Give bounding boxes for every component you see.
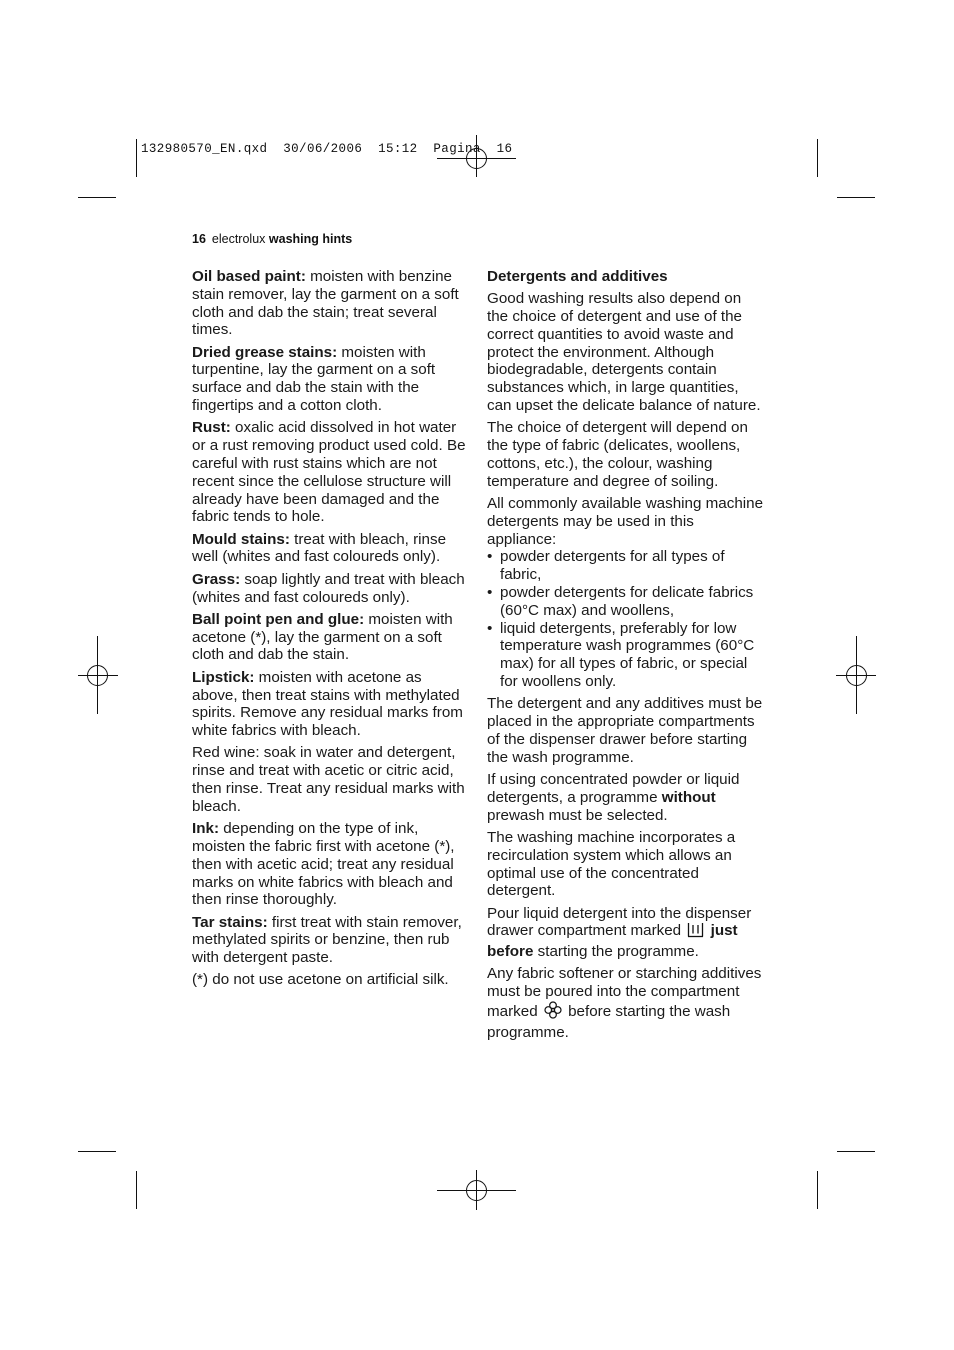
stain-label: Mould stains: bbox=[192, 530, 290, 548]
stain-dried-grease bbox=[192, 344, 466, 415]
list-item: • powder detergents for all types of fabric, bbox=[487, 548, 765, 584]
acetone-footnote: (*) do not use acetone on artificial silk. bbox=[192, 971, 449, 989]
paragraph-liquid-detergent bbox=[487, 905, 765, 961]
crop-mark-bottom-right bbox=[818, 1152, 876, 1210]
paragraph-compartments: The detergent and any additives must be placed in the appropriate compartments of the dispenser drawer before starting the wash programme. bbox=[487, 695, 763, 766]
stain-text: treat with bleach, rinse well (whites and fast coloureds only). bbox=[192, 530, 447, 566]
stain-label: Grass: bbox=[192, 570, 241, 588]
stain-removal-column bbox=[192, 268, 466, 994]
stain-label: Lipstick: bbox=[192, 668, 255, 686]
main-wash-compartment-icon bbox=[687, 922, 704, 943]
text-run: before starting the wash programme. bbox=[487, 1003, 731, 1041]
paragraph-available: All commonly available washing machine detergents may be used in this appliance: bbox=[487, 495, 764, 548]
paragraph-softener bbox=[487, 965, 765, 1041]
stain-label: Rust: bbox=[192, 419, 231, 437]
detergents-column bbox=[487, 268, 765, 1046]
stain-oil-paint bbox=[192, 268, 466, 339]
stain-text: moisten with acetone as above, then treat stains with methylated spirits. Remove any residual marks from white fabrics with bleach. bbox=[192, 668, 463, 740]
stain-text: soap lightly and treat with bleach (whites and fast coloureds only). bbox=[192, 570, 465, 606]
slug-time: 15:12 bbox=[378, 142, 418, 156]
crop-mark-top-left bbox=[78, 139, 137, 198]
crop-mark-top-right bbox=[818, 139, 876, 198]
stain-label: Oil based paint: bbox=[192, 268, 306, 285]
stain-text: moisten with benzine stain remover, lay the garment on a soft cloth and dab the stain; treat several times. bbox=[192, 268, 459, 339]
stain-tar bbox=[192, 914, 466, 967]
stain-text: depending on the type of ink, moisten the fabric first with acetone (*), then with acetic acid; treat any residual marks on white fabrics with bleach and then rinse thoroughly. bbox=[192, 820, 455, 909]
text-run: prewash must be selected. bbox=[487, 806, 668, 824]
stain-grass bbox=[192, 571, 466, 607]
registration-mark-left bbox=[78, 636, 118, 714]
text-run: Pour liquid detergent into the dispenser drawer compartment marked bbox=[487, 904, 752, 940]
stain-ball-point-pen bbox=[192, 611, 466, 664]
slug-page-num: 16 bbox=[496, 142, 513, 156]
stain-text: moisten with acetone (*), lay the garment on a soft cloth and dab the stain. bbox=[192, 610, 453, 664]
stain-label: Ink: bbox=[192, 820, 220, 838]
slug-page-word: Pagina bbox=[433, 142, 481, 156]
paragraph-recirculation: The washing machine incorporates a recirculation system which allows an optimal use of the concentrated detergent. bbox=[487, 828, 736, 900]
section-title: washing hints bbox=[268, 232, 353, 246]
running-head bbox=[192, 232, 352, 246]
stain-text: first treat with stain remover, methylated spirits or benzine, then rub with detergent paste. bbox=[192, 913, 462, 967]
stain-text: moisten with turpentine, lay the garment on a soft surface and dab the stain with the fingertips and a cotton cloth. bbox=[192, 343, 436, 415]
stain-mould bbox=[192, 531, 466, 567]
stain-rust bbox=[192, 419, 466, 526]
text-run: Any fabric softener or starching additives must be poured into the compartment marked bbox=[487, 965, 762, 1021]
registration-mark-right bbox=[836, 636, 876, 714]
stain-text: oxalic acid dissolved in hot water or a rust removing product used cold. Be careful with rust stains which are not recent since the cellulose structure will already have been damaged and the fabric tends to hole. bbox=[192, 419, 466, 526]
slug-file: 132980570_EN.qxd bbox=[141, 142, 268, 156]
text-run: starting the programme. bbox=[533, 943, 699, 961]
section-heading: Detergents and additives bbox=[487, 268, 668, 285]
detergent-list bbox=[487, 548, 765, 690]
registration-mark-bottom bbox=[437, 1170, 516, 1210]
list-item: • powder detergents for delicate fabrics (60°C max) and woollens, bbox=[487, 584, 765, 620]
brand-name: electrolux bbox=[211, 232, 266, 246]
emphasis: without bbox=[661, 788, 716, 806]
slug-date: 30/06/2006 bbox=[283, 142, 363, 156]
list-item: • liquid detergents, preferably for low temperature wash programmes (60°C max) for all types of fabric, or special for woollens only. bbox=[487, 620, 765, 691]
stain-label: Dried grease stains: bbox=[192, 343, 338, 361]
stain-ink bbox=[192, 820, 466, 909]
text-run: If using concentrated powder or liquid detergents, a programme bbox=[487, 771, 740, 806]
paragraph-results: Good washing results also depend on the choice of detergent and use of the correct quantities to avoid waste and protect the environment. Although biodegradable, detergents contain substances which, in large quantities, can upset the delicate balance of nature. bbox=[487, 290, 761, 415]
registration-mark-top bbox=[437, 135, 516, 177]
fabric-softener-flower-icon bbox=[544, 1001, 562, 1024]
emphasis: just before bbox=[487, 922, 738, 961]
stain-label: Ball point pen and glue: bbox=[192, 610, 365, 628]
paragraph-choice: The choice of detergent will depend on the type of fabric (delicates, woollens, cottons, etc.), the colour, washing temperature and degree of soiling. bbox=[487, 419, 748, 490]
page-number: 16 bbox=[192, 232, 206, 246]
stain-label: Tar stains: bbox=[192, 913, 268, 931]
stain-lipstick bbox=[192, 669, 466, 740]
stain-red-wine: Red wine: soak in water and detergent, rinse and treat with acetic or citric acid, then rinse. Treat any residual marks with bleach. bbox=[192, 744, 465, 815]
paragraph-concentrated bbox=[487, 771, 765, 824]
crop-mark-bottom-left bbox=[78, 1152, 137, 1210]
